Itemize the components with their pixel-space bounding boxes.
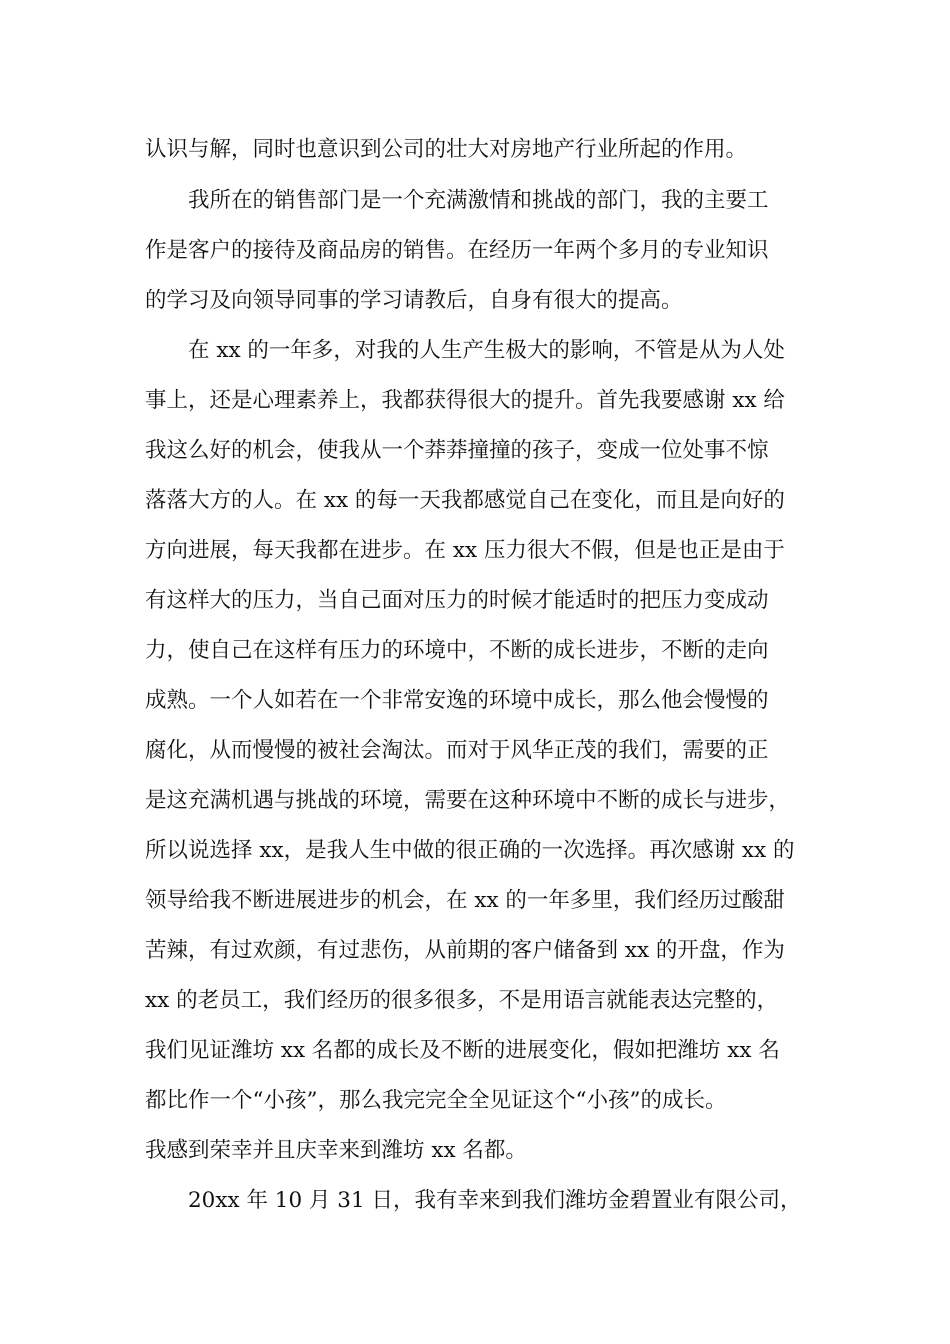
text-line-6: 事上，还是心理素养上，我都获得很大的提升。首先我要感谢 xx 给 bbox=[145, 388, 785, 413]
text-line-9: 方向进展，每天我都在进步。在 xx 压力很大不假，但是也正是由于 bbox=[145, 538, 785, 563]
text-line-20: 都比作一个“小孩”，那么我完完全全见证这个“小孩”的成长。 bbox=[145, 1088, 727, 1113]
text-line-18: xx 的老员工，我们经历的很多很多，不是用语言就能表达完整的， bbox=[145, 988, 779, 1013]
text-line-16: 领导给我不断进展进步的机会，在 xx 的一年多里，我们经历过酸甜 bbox=[145, 888, 785, 913]
text-line-4: 的学习及向领导同事的学习请教后，自身有很大的提高。 bbox=[145, 288, 683, 313]
text-line-19: 我们见证潍坊 xx 名都的成长及不断的进展变化，假如把潍坊 xx 名 bbox=[145, 1038, 780, 1063]
text-line-10: 有这样大的压力，当自己面对压力的时候才能适时的把压力变成动 bbox=[145, 588, 769, 613]
paragraph-start-line: 20xx 年 10 月 31 日，我有幸来到我们潍坊金碧置业有限公司， bbox=[188, 1188, 802, 1213]
text-line-1: 认识与解，同时也意识到公司的壮大对房地产行业所起的作用。 bbox=[145, 137, 748, 162]
text-line-11: 力，使自己在这样有压力的环境中，不断的成长进步，不断的走向 bbox=[145, 638, 769, 663]
paragraph-start-line: 我所在的销售部门是一个充满激情和挑战的部门，我的主要工 bbox=[188, 188, 769, 213]
text-line-7: 我这么好的机会，使我从一个莽莽撞撞的孩子，变成一位处事不惊 bbox=[145, 438, 769, 463]
text-line-12: 成熟。一个人如若在一个非常安逸的环境中成长，那么他会慢慢的 bbox=[145, 688, 769, 713]
text-line-3: 作是客户的接待及商品房的销售。在经历一年两个多月的专业知识 bbox=[145, 238, 769, 263]
text-line-8: 落落大方的人。在 xx 的每一天我都感觉自己在变化，而且是向好的 bbox=[145, 488, 785, 513]
text-line-14: 是这充满机遇与挑战的环境，需要在这种环境中不断的成长与进步， bbox=[145, 788, 791, 813]
text-line-13: 腐化，从而慢慢的被社会淘汰。而对于风华正茂的我们，需要的正 bbox=[145, 738, 769, 763]
paragraph-start-line: 在 xx 的一年多，对我的人生产生极大的影响，不管是从为人处 bbox=[188, 338, 785, 363]
text-line-21: 我感到荣幸并且庆幸来到潍坊 xx 名都。 bbox=[145, 1138, 527, 1163]
text-line-15: 所以说选择 xx，是我人生中做的很正确的一次选择。再次感谢 xx 的 bbox=[145, 838, 795, 863]
text-line-17: 苦辣，有过欢颜，有过悲伤，从前期的客户储备到 xx 的开盘，作为 bbox=[145, 938, 785, 963]
